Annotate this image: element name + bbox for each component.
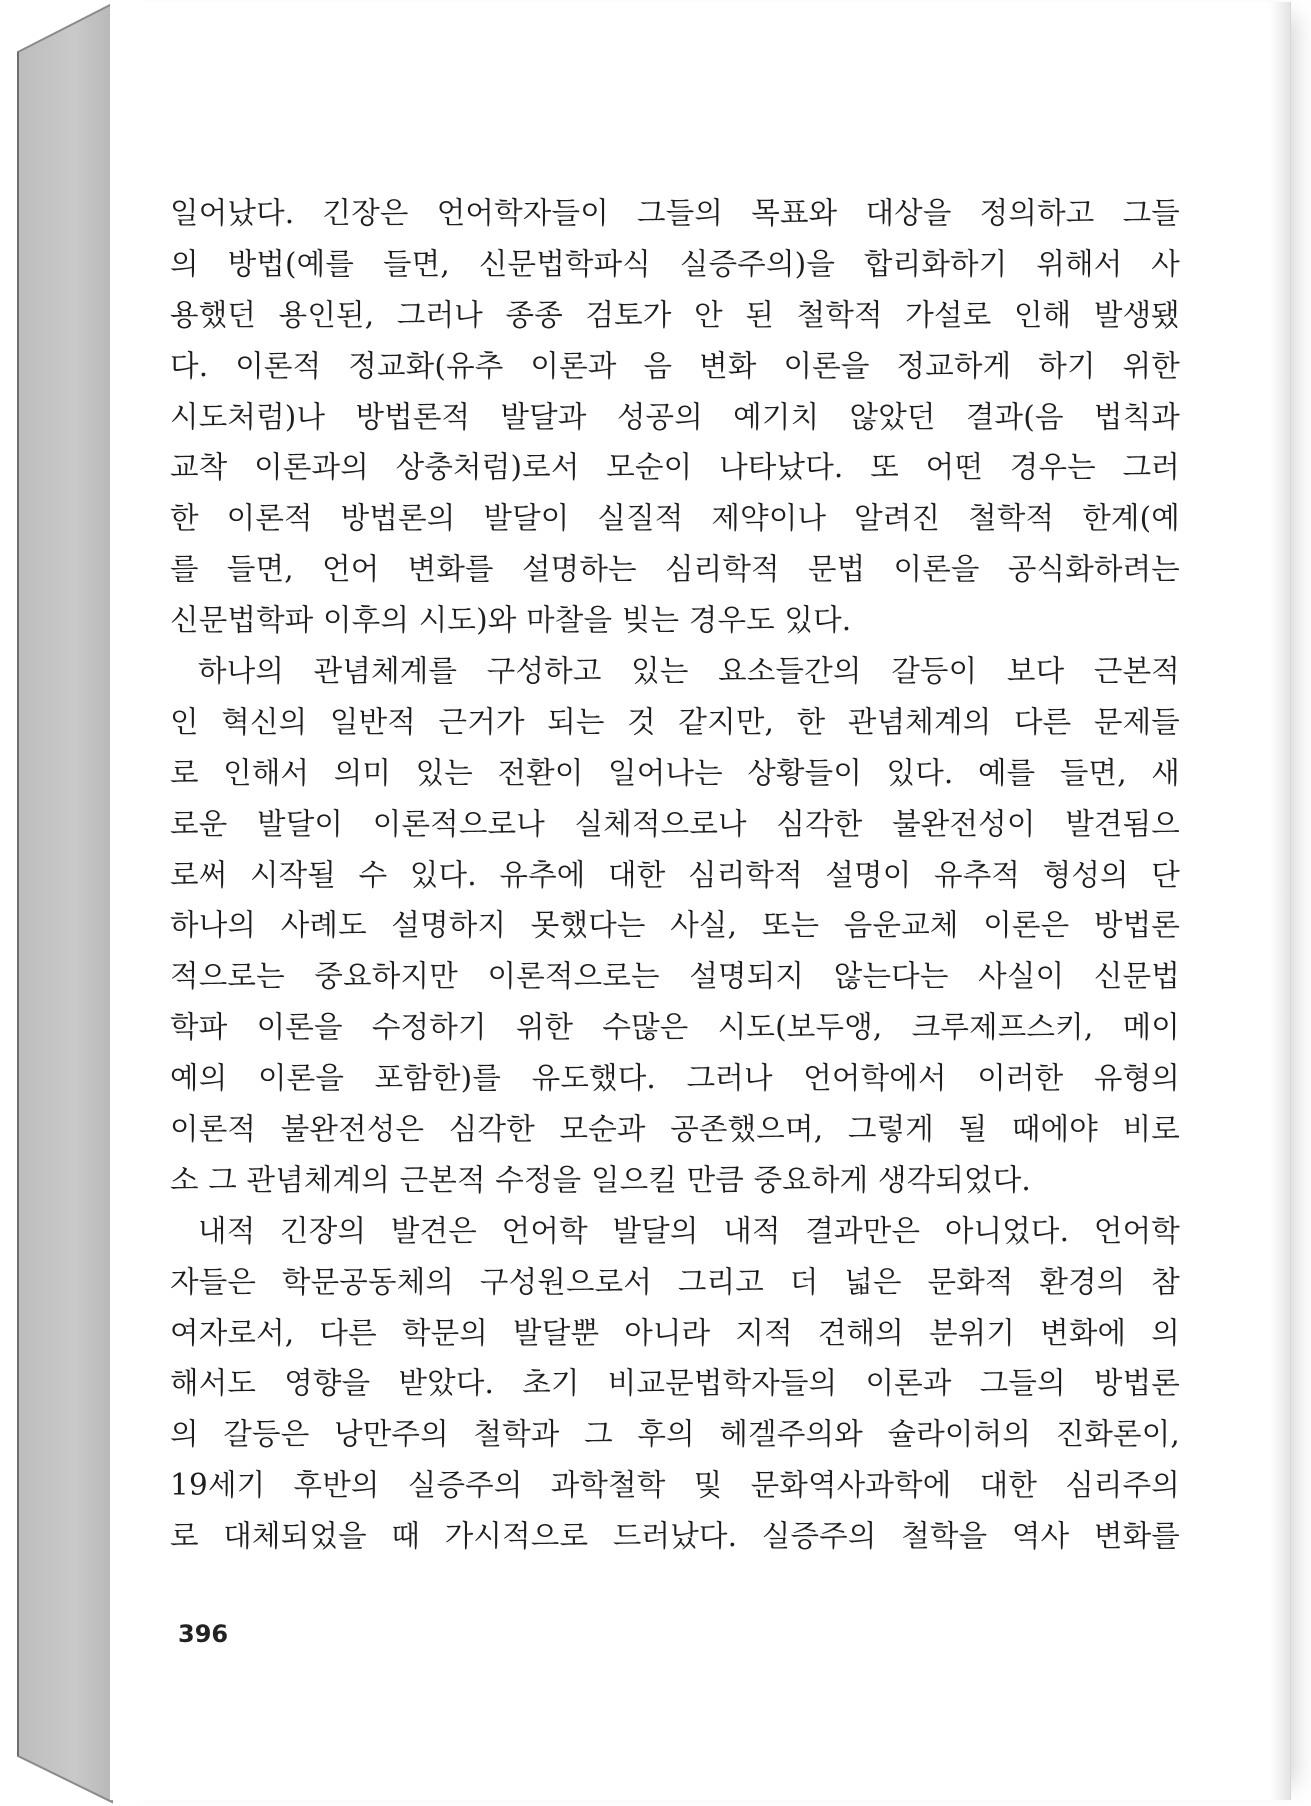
page-edge-shadow <box>1270 2 1290 1800</box>
text-line: 일어났다. 긴장은 언어학자들이 그들의 목표와 대상을 정의하고 그들 <box>170 196 1180 230</box>
text-line: 하나의 사례도 설명하지 못했다는 사실, 또는 음운교체 이론은 방법론 <box>170 908 1180 943</box>
text-line: 로 대체되었을 때 가시적으로 드러났다. 실증주의 철학을 역사 변화를 <box>170 1519 1180 1554</box>
text-line: 하나의 관념체계를 구성하고 있는 요소들간의 갈등이 보다 근본적 <box>198 654 1180 689</box>
text-line: 소 그 관념체계의 근본적 수정을 일으킬 만큼 중요하게 생각되었다. <box>170 1162 1032 1197</box>
body-text <box>170 188 1180 1562</box>
text-line: 자들은 학문공동체의 구성원으로서 그리고 더 넓은 문화적 환경의 참 <box>170 1264 1180 1299</box>
book-spine <box>0 0 120 1806</box>
text-line: 해서도 영향을 받았다. 초기 비교문법학자들의 이론과 그들의 방법론 <box>170 1366 1180 1401</box>
page-number: 396 <box>178 1620 229 1648</box>
text-line: 인 혁신의 일반적 근거가 되는 것 같지만, 한 관념체계의 다른 문제들 <box>170 704 1180 739</box>
text-line: 시도처럼)나 방법론적 발달과 성공의 예기치 않았던 결과(음 법칙과 <box>170 399 1180 434</box>
text-line: 학파 이론을 수정하기 위한 수많은 시도(보두앵, 크루제프스키, 메이 <box>170 1010 1180 1045</box>
text-line: 의 방법(예를 들면, 신문법학파식 실증주의)을 합리화하기 위해서 사 <box>170 246 1180 281</box>
text-line: 내적 긴장의 발견은 언어학 발달의 내적 결과만은 아니었다. 언어학 <box>198 1213 1180 1248</box>
text-line: 의 갈등은 낭만주의 철학과 그 후의 헤겔주의와 슐라이허의 진화론이, <box>170 1417 1180 1452</box>
text-line: 로써 시작될 수 있다. 유추에 대한 심리학적 설명이 유추적 형성의 단 <box>170 857 1180 892</box>
text-line: 여자로서, 다른 학문의 발달뿐 아니라 지적 견해의 분위기 변화에 의 <box>170 1315 1180 1350</box>
text-line: 적으로는 중요하지만 이론적으로는 설명되지 않는다는 사실이 신문법 <box>170 959 1180 994</box>
text-line: 로운 발달이 이론적으로나 실체적으로나 심각한 불완전성이 발견됨으 <box>170 806 1180 841</box>
text-line: 이론적 불완전성은 심각한 모순과 공존했으며, 그렇게 될 때에야 비로 <box>170 1112 1180 1147</box>
text-line: 한 이론적 방법론의 발달이 실질적 제약이나 알려진 철학적 한계(예 <box>170 501 1180 536</box>
text-line: 신문법학파 이후의 시도)와 마찰을 빚는 경우도 있다. <box>170 603 852 638</box>
text-line: 로 인해서 의미 있는 전환이 일어나는 상황들이 있다. 예를 들면, 새 <box>170 755 1180 790</box>
text-line: 다. 이론적 정교화(유추 이론과 음 변화 이론을 정교하게 하기 위한 <box>170 348 1180 383</box>
text-line: 예의 이론을 포함한)를 유도했다. 그러나 언어학에서 이러한 유형의 <box>170 1061 1180 1096</box>
text-line: 를 들면, 언어 변화를 설명하는 심리학적 문법 이론을 공식화하려는 <box>170 552 1180 587</box>
text-line: 용했던 용인된, 그러나 종종 검토가 안 된 철학적 가설로 인해 발생됐 <box>170 297 1180 332</box>
text-line: 19세기 후반의 실증주의 과학철학 및 문화역사과학에 대한 심리주의 <box>170 1468 1180 1503</box>
text-line: 교착 이론과의 상충처럼)로서 모순이 나타났다. 또 어떤 경우는 그러 <box>170 450 1180 485</box>
